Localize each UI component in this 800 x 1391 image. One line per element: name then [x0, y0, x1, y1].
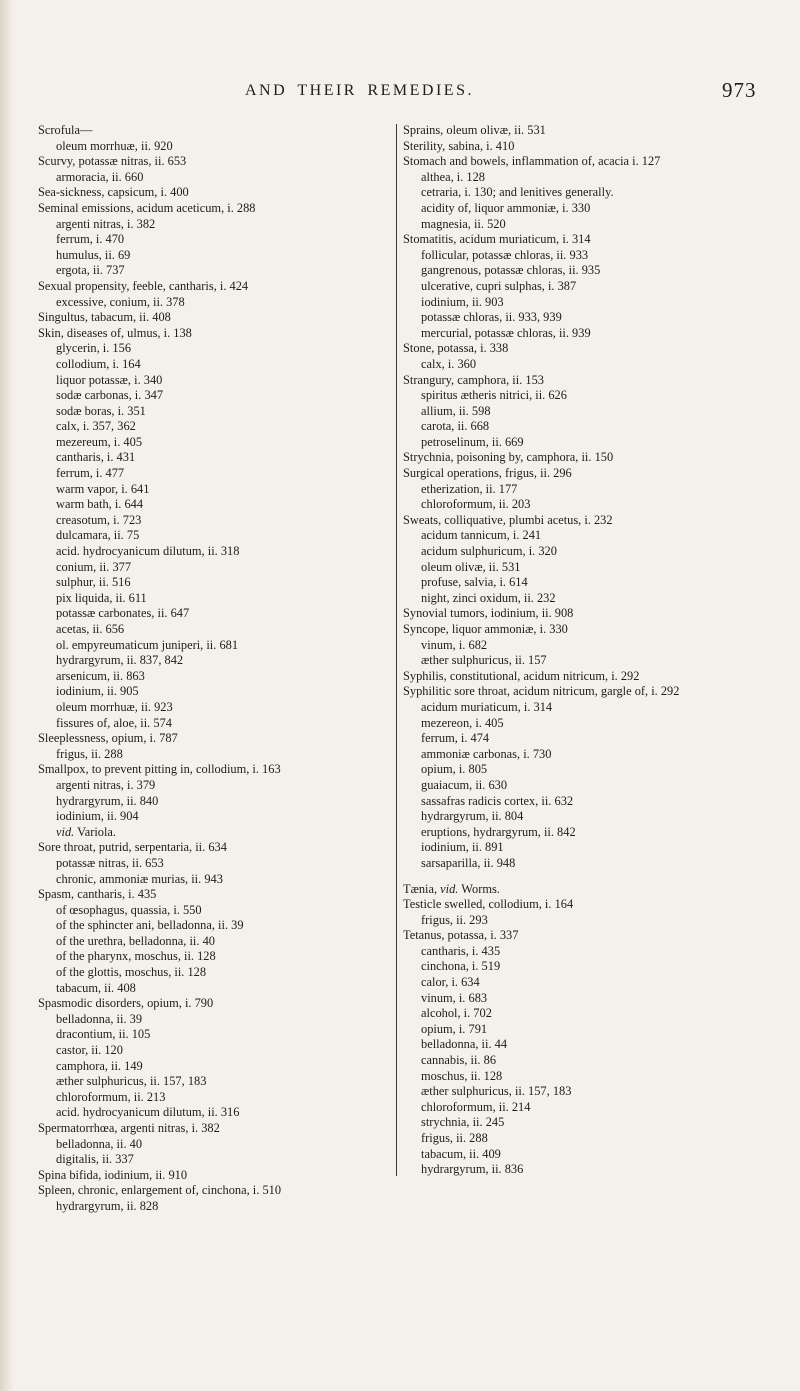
index-subentry: cinchona, i. 519: [421, 959, 501, 974]
index-entry: Strychnia, poisoning by, camphora, ii. 150: [403, 450, 614, 465]
index-entry: Spermatorrhœa, argenti nitras, i. 382: [38, 1121, 220, 1135]
index-subentry: magnesia, ii. 520: [421, 216, 506, 231]
index-entry: Syphilitic sore throat, acidum nitricum, gargle of, i. 292: [403, 684, 680, 699]
index-subentry: calx, i. 360: [421, 356, 477, 371]
index-entry: Smallpox, to prevent pitting in, collodium, i. 163: [38, 762, 281, 777]
index-subentry: sulphur, ii. 516: [56, 575, 131, 590]
index-entry: Spleen, chronic, enlargement of, cinchona, i. 510: [38, 1183, 282, 1198]
index-column-left: [38, 123, 393, 1215]
index-subentry: alcohol, i. 702: [421, 1006, 492, 1021]
index-subentry: iodinium, ii. 905: [56, 684, 139, 699]
index-subentry: ol. empyreumaticum juniperi, ii. 681: [56, 637, 239, 652]
cross-reference-marker: vid.: [56, 824, 75, 839]
index-subentry: sodæ boras, i. 351: [56, 403, 146, 418]
index-subentry: æther sulphuricus, ii. 157, 183: [56, 1074, 207, 1089]
index-subentry: conium, ii. 377: [56, 559, 132, 574]
index-subentry: belladonna, ii. 40: [56, 1136, 143, 1151]
index-subentry: camphora, ii. 149: [56, 1058, 143, 1073]
index-subentry: vinum, i. 682: [421, 637, 488, 652]
index-entry: Sexual propensity, feeble, cantharis, i. 424: [38, 278, 249, 293]
index-subentry: potassæ chloras, ii. 933, 939: [421, 310, 562, 325]
index-entry: Sprains, oleum olivæ, ii. 531: [403, 123, 546, 137]
index-subentry: acidum sulphuricum, i. 320: [421, 544, 557, 559]
index-subentry: creasotum, i. 723: [56, 512, 142, 527]
index-subentry: mercurial, potassæ chloras, ii. 939: [421, 325, 591, 340]
index-subentry: hydrargyrum, ii. 828: [56, 1198, 159, 1213]
index-subentry: fissures of, aloe, ii. 574: [56, 715, 172, 730]
index-subentry: liquor potassæ, i. 340: [56, 372, 163, 387]
index-subentry: armoracia, ii. 660: [56, 169, 144, 184]
index-subentry: etherization, ii. 177: [421, 481, 518, 496]
index-subentry: calor, i. 634: [421, 975, 480, 990]
index-entry: Tetanus, potassa, i. 337: [403, 928, 519, 943]
index-subentry: acetas, ii. 656: [56, 622, 125, 636]
index-entry: Stomatitis, acidum muriaticum, i. 314: [403, 232, 591, 247]
index-subentry: argenti nitras, i. 379: [56, 777, 156, 792]
index-subentry: oleum morrhuæ, ii. 920: [56, 138, 173, 153]
index-entry: Sore throat, putrid, serpentaria, ii. 634: [38, 840, 227, 855]
index-subentry: pix liquida, ii. 611: [56, 590, 147, 605]
index-entry: Synovial tumors, iodinium, ii. 908: [403, 606, 574, 621]
index-subentry: chronic, ammoniæ murias, ii. 943: [56, 871, 223, 886]
index-subentry: chloroformum, ii. 214: [421, 1099, 531, 1114]
index-entry: Spina bifida, iodinium, ii. 910: [38, 1167, 188, 1182]
index-subentry: petroselinum, ii. 669: [421, 434, 524, 449]
index-entry: Scrofula—: [38, 123, 93, 137]
index-subentry: mezereum, i. 405: [56, 434, 143, 449]
index-subentry: sarsaparilla, ii. 948: [421, 855, 516, 870]
index-entry: Singultus, tabacum, ii. 408: [38, 310, 171, 325]
index-subentry: dracontium, ii. 105: [56, 1027, 151, 1042]
index-subentry: night, zinci oxidum, ii. 232: [421, 590, 556, 605]
index-subentry: acid. hydrocyanicum dilutum, ii. 316: [56, 1105, 240, 1120]
index-subentry: follicular, potassæ chloras, ii. 933: [421, 247, 589, 262]
index-entry: Seminal emissions, acidum aceticum, i. 288: [38, 200, 256, 215]
index-subentry: ferrum, i. 470: [56, 232, 125, 247]
index-subentry: cannabis, ii. 86: [421, 1053, 497, 1068]
index-subentry: humulus, ii. 69: [56, 247, 131, 262]
index-entry: Skin, diseases of, ulmus, i. 138: [38, 325, 192, 340]
index-subentry: opium, i. 791: [421, 1021, 488, 1036]
index-subentry: ferrum, i. 474: [421, 731, 490, 746]
index-subentry: ammoniæ carbonas, i. 730: [421, 746, 552, 761]
index-subentry: frigus, ii. 293: [421, 912, 488, 927]
index-subentry: hydrargyrum, ii. 840: [56, 793, 159, 808]
index-subentry: cantharis, i. 431: [56, 450, 136, 465]
page-binding-shadow: [0, 0, 14, 1391]
index-subentry: iodinium, ii. 904: [56, 809, 139, 824]
index-subentry: sodæ carbonas, i. 347: [56, 388, 164, 403]
index-entry: Testicle swelled, collodium, i. 164: [403, 897, 574, 912]
index-subentry: cetraria, i. 130; and lenitives generally.: [421, 185, 614, 200]
index-subentry: vinum, i. 683: [421, 990, 488, 1005]
index-subentry: excessive, conium, ii. 378: [56, 294, 185, 309]
index-subentry: oleum morrhuæ, ii. 923: [56, 699, 173, 714]
index-subentry: glycerin, i. 156: [56, 341, 132, 356]
index-subentry: chloroformum, ii. 203: [421, 497, 531, 512]
index-subentry: oleum olivæ, ii. 531: [421, 559, 521, 574]
index-entry: Surgical operations, frigus, ii. 296: [403, 466, 572, 481]
index-subentry: profuse, salvia, i. 614: [421, 575, 528, 590]
index-entry: Spasmodic disorders, opium, i. 790: [38, 996, 214, 1011]
index-subentry: opium, i. 805: [421, 762, 488, 777]
index-subentry: sassafras radicis cortex, ii. 632: [421, 793, 574, 808]
index-subentry: acidum tannicum, i. 241: [421, 528, 542, 543]
index-entry: Sterility, sabina, i. 410: [403, 138, 515, 153]
index-entry: Stomach and bowels, inflammation of, acacia i. 127: [403, 154, 661, 169]
index-subentry: belladonna, ii. 44: [421, 1037, 508, 1052]
index-subentry: ulcerative, cupri sulphas, i. 387: [421, 278, 577, 293]
index-column-right: [403, 123, 778, 1178]
index-subentry: of the urethra, belladonna, ii. 40: [56, 933, 215, 948]
index-subentry: of the sphincter ani, belladonna, ii. 39: [56, 918, 244, 933]
cross-reference-marker: vid.: [440, 881, 459, 896]
index-entry: Sea-sickness, capsicum, i. 400: [38, 185, 189, 200]
index-subentry: frigus, ii. 288: [56, 746, 123, 761]
index-subentry: collodium, i. 164: [56, 356, 141, 371]
index-subentry: ergota, ii. 737: [56, 263, 125, 278]
index-entry: Scurvy, potassæ nitras, ii. 653: [38, 154, 187, 169]
running-title: AND THEIR REMEDIES.: [245, 82, 474, 99]
index-subentry: guaiacum, ii. 630: [421, 777, 508, 792]
index-subentry: acidum muriaticum, i. 314: [421, 699, 553, 714]
index-subentry: tabacum, ii. 408: [56, 980, 136, 995]
index-subentry: acid. hydrocyanicum dilutum, ii. 318: [56, 544, 240, 559]
index-subentry: vid. Variola.: [56, 824, 117, 839]
index-subentry: dulcamara, ii. 75: [56, 528, 140, 543]
index-entry: Strangury, camphora, ii. 153: [403, 372, 544, 387]
index-subentry: æther sulphuricus, ii. 157, 183: [421, 1084, 572, 1099]
index-subentry: of œsophagus, quassia, i. 550: [56, 902, 202, 917]
index-subentry: æther sulphuricus, ii. 157: [421, 653, 547, 668]
index-subentry: calx, i. 357, 362: [56, 419, 136, 434]
index-entry: Spasm, cantharis, i. 435: [38, 887, 157, 902]
index-subentry: spiritus ætheris nitrici, ii. 626: [421, 388, 567, 403]
index-entry: Tænia, vid. Worms.: [403, 881, 500, 896]
index-subentry: warm bath, i. 644: [56, 497, 144, 512]
index-subentry: ferrum, i. 477: [56, 466, 125, 481]
index-subentry: carota, ii. 668: [421, 419, 490, 434]
index-subentry: cantharis, i. 435: [421, 943, 501, 958]
index-subentry: argenti nitras, i. 382: [56, 216, 156, 231]
index-subentry: iodinium, ii. 891: [421, 840, 504, 855]
index-subentry: arsenicum, ii. 863: [56, 668, 145, 683]
index-subentry: allium, ii. 598: [421, 403, 491, 418]
index-subentry: castor, ii. 120: [56, 1043, 123, 1058]
index-entry: Stone, potassa, i. 338: [403, 341, 509, 356]
index-subentry: belladonna, ii. 39: [56, 1011, 143, 1026]
index-subentry: mezereon, i. 405: [421, 715, 504, 730]
index-subentry: potassæ nitras, ii. 653: [56, 855, 164, 870]
index-subentry: eruptions, hydrargyrum, ii. 842: [421, 824, 576, 839]
index-subentry: acidity of, liquor ammoniæ, i. 330: [421, 200, 591, 215]
index-entry: Sweats, colliquative, plumbi acetus, i. 232: [403, 512, 613, 527]
index-subentry: tabacum, ii. 409: [421, 1146, 501, 1161]
index-subentry: frigus, ii. 288: [421, 1131, 488, 1145]
column-divider: [396, 124, 397, 1176]
index-subentry: warm vapor, i. 641: [56, 481, 150, 496]
index-subentry: strychnia, ii. 245: [421, 1115, 505, 1130]
index-subentry: iodinium, ii. 903: [421, 294, 504, 309]
index-subentry: chloroformum, ii. 213: [56, 1089, 166, 1104]
index-subentry: gangrenous, potassæ chloras, ii. 935: [421, 263, 601, 278]
index-subentry: of the glottis, moschus, ii. 128: [56, 965, 207, 980]
page-number: 973: [722, 78, 757, 102]
index-entry: Sleeplessness, opium, i. 787: [38, 731, 178, 746]
index-subentry: digitalis, ii. 337: [56, 1152, 134, 1167]
index-subentry: hydrargyrum, ii. 804: [421, 809, 524, 824]
index-subentry: moschus, ii. 128: [421, 1068, 503, 1083]
index-subentry: hydrargyrum, ii. 837, 842: [56, 653, 184, 668]
index-subentry: potassæ carbonates, ii. 647: [56, 606, 190, 621]
index-entry: Syncope, liquor ammoniæ, i. 330: [403, 622, 568, 636]
index-subentry: hydrargyrum, ii. 836: [421, 1162, 524, 1177]
index-subentry: althea, i. 128: [421, 169, 485, 184]
index-subentry: of the pharynx, moschus, ii. 128: [56, 949, 216, 964]
index-entry: Syphilis, constitutional, acidum nitricum, i. 292: [403, 668, 640, 683]
